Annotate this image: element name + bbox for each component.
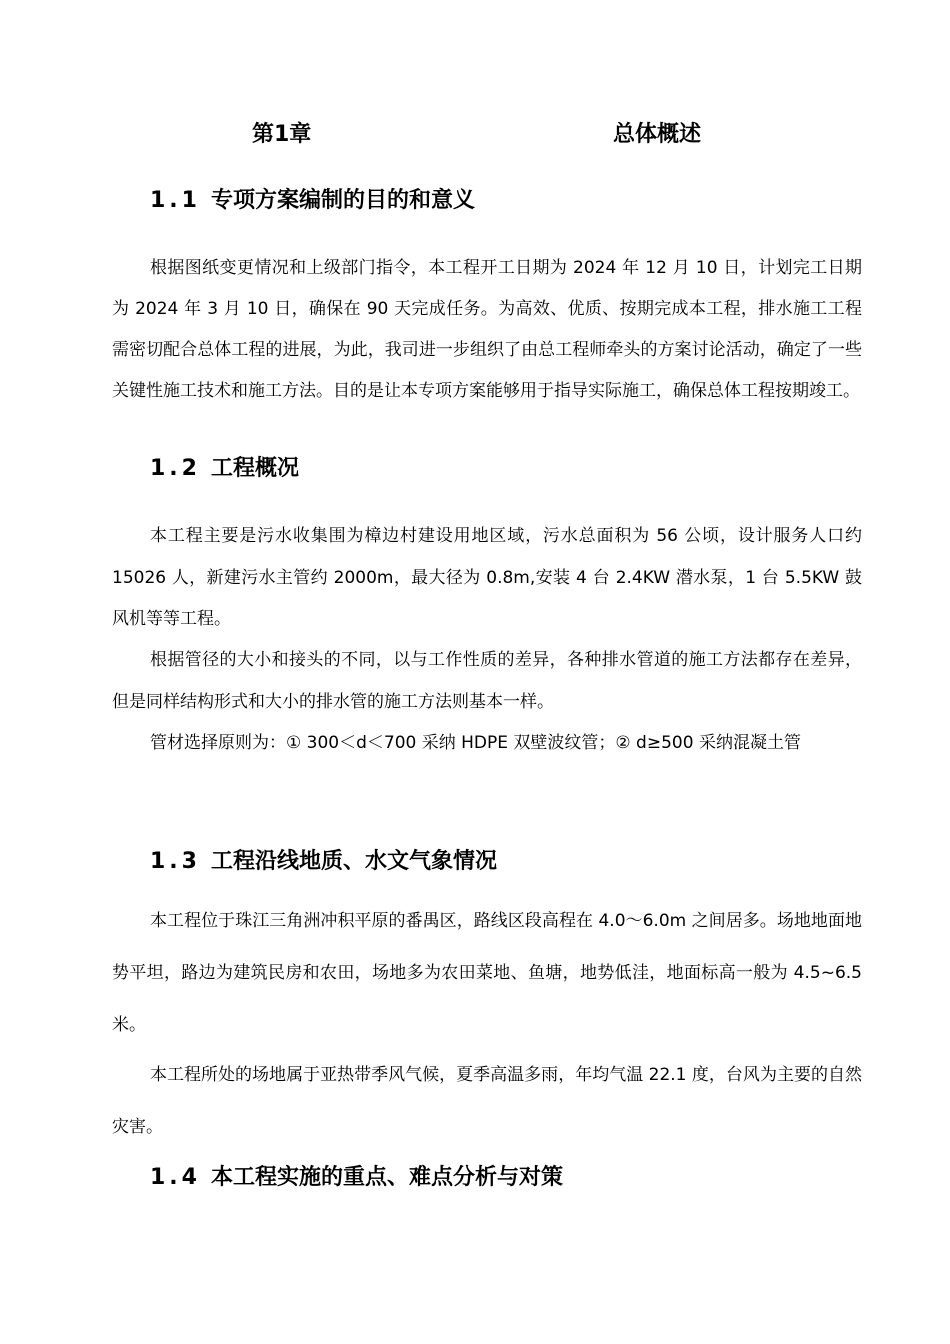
section-heading-1-2: [150, 454, 299, 484]
section-heading-1-3: [150, 847, 497, 877]
section-number: 1.2: [150, 456, 201, 481]
paragraph-1-2-a: 本工程主要是污水收集围为樟边村建设用地区域，污水总面积为 56 公顷，设计服务人口约 15026 人，新建污水主管约 2000m，最大径为 0.8m,安装 4 台 2.4KW 潜水泵，1 台 5.5KW 鼓风机等等工程。: [112, 526, 862, 629]
paragraph-1-2-b: 根据管径的大小和接头的不同，以与工作性质的差异，各种排水管道的施工方法都存在差异，但是同样结构形式和大小的排水管的施工方法则基本一样。: [112, 650, 862, 712]
section-title: 工程概况: [210, 456, 299, 481]
section-title: 工程沿线地质、水文气象情况: [210, 849, 497, 874]
paragraph-1-1-a: 根据图纸变更情况和上级部门指令，本工程开工日期为 2024 年 12 月 10 日，计划完工日期为 2024 年 3 月 10 日，确保在 90 天完成任务。为高效、优质、按期完成本工程，排水施工工程需密切配合总体工程的进展，为此，我司进一步组织了由总工程师牵头的方案讨论活动，确定了一些关键性施工技术和施工方法。目的是让本专项方案能够用于指导实际施工，确保总体工程按期竣工。: [112, 258, 862, 401]
section-number: 1.4: [150, 1165, 201, 1190]
section-heading-1-1: [150, 186, 475, 216]
section-title: 专项方案编制的目的和意义: [210, 188, 475, 213]
section-heading-1-4: [150, 1163, 563, 1193]
paragraph-1-2-c: 管材选择原则为：① 300＜d＜700 采纳 HDPE 双壁波纹管；② d≥500 采纳混凝土管: [150, 733, 801, 753]
paragraph-1-3-b: 本工程所处的场地属于亚热带季风气候，夏季高温多雨，年均气温 22.1 度，台风为主要的自然灾害。: [112, 1065, 862, 1137]
section-title: 本工程实施的重点、难点分析与对策: [210, 1165, 563, 1190]
section-number: 1.1: [150, 188, 201, 213]
paragraph-1-3-a: 本工程位于珠江三角洲冲积平原的番禺区，路线区段高程在 4.0～6.0m 之间居多。场地地面地势平坦，路边为建筑民房和农田，场地多为农田菜地、鱼塘，地势低洼，地面标高一般为 4.5~6.5 米。: [112, 911, 862, 1035]
chapter-title: 总体概述: [613, 122, 702, 147]
chapter-number: 第1章: [252, 122, 312, 147]
section-number: 1.3: [150, 849, 201, 874]
